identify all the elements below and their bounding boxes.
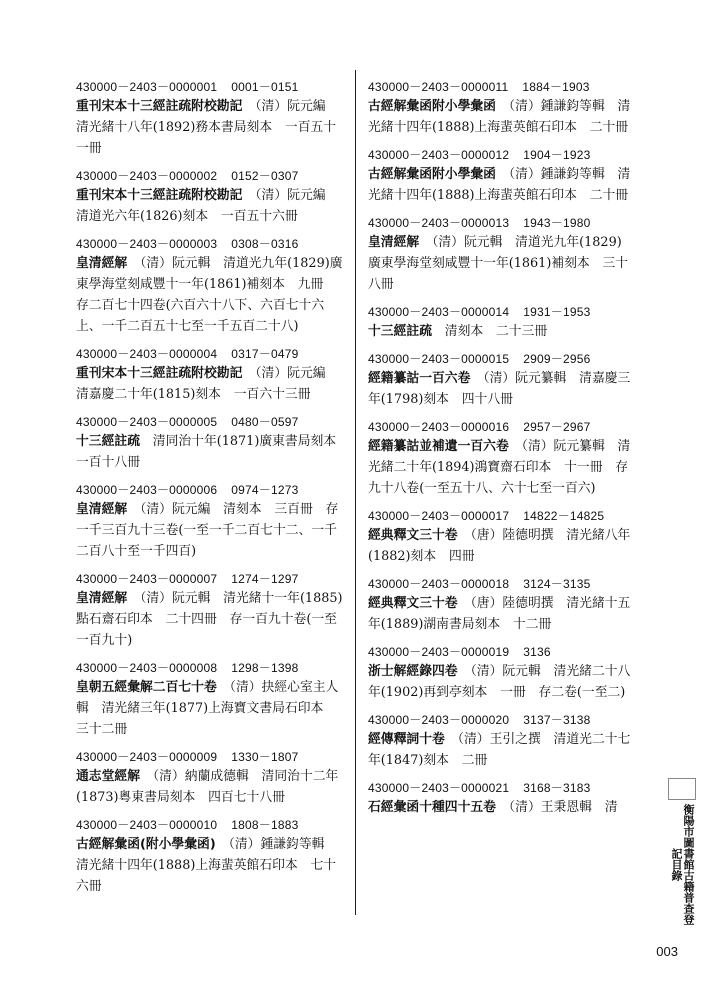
entry-text — [76, 588, 344, 651]
entry-id: 430000－2403－0000021 — [368, 781, 510, 795]
catalog-entry — [368, 214, 632, 295]
entry-title: 經傳釋詞十卷 — [368, 732, 445, 747]
catalog-entry — [76, 816, 344, 897]
sidebar — [668, 778, 696, 928]
entry-id-line — [368, 643, 632, 661]
entry-description: （清）鍾謙鈞等輯 清光緒十四年(1888)上海蜚英館石印本 七十六冊 — [76, 837, 338, 894]
entry-title: 皇清經解 — [76, 502, 128, 517]
catalog-entry — [368, 146, 632, 206]
entry-range: 1274－1297 — [231, 572, 299, 586]
entry-description: （清）王引之撰 清道光二十七年(1847)刻本 二冊 — [368, 732, 631, 768]
entry-description: （清）阮元纂輯 清嘉慶三年(1798)刻本 四十八冊 — [368, 371, 631, 407]
entry-id-line — [368, 418, 632, 436]
entry-id-line — [368, 350, 632, 368]
entry-id: 430000－2403－0000019 — [368, 645, 510, 659]
entry-range: 3124－3135 — [523, 577, 591, 591]
entry-id: 430000－2403－0000004 — [76, 347, 218, 361]
entry-id: 430000－2403－0000007 — [76, 572, 218, 586]
entry-id-line — [368, 303, 632, 321]
entry-title: 皇清經解 — [76, 256, 128, 271]
entry-id: 430000－2403－0000013 — [368, 216, 510, 230]
entry-id-line — [76, 748, 344, 766]
entry-range: 3168－3183 — [523, 781, 591, 795]
entry-text — [368, 164, 632, 206]
entry-range: 0308－0316 — [231, 237, 299, 251]
entry-id-line — [76, 345, 344, 363]
catalog-entry — [76, 659, 344, 740]
entry-text — [76, 499, 344, 562]
entry-description: （清）納蘭成德輯 清同治十二年(1873)粵東書局刻本 四百七十八冊 — [76, 769, 339, 805]
entry-id: 430000－2403－0000014 — [368, 305, 510, 319]
entry-text — [368, 525, 632, 567]
right-column — [368, 78, 632, 826]
catalog-entry — [76, 345, 344, 405]
entry-id-line — [368, 779, 632, 797]
entry-id-line — [76, 570, 344, 588]
entry-id-line — [76, 78, 344, 96]
entry-text — [76, 834, 344, 897]
entry-range: 3136 — [523, 645, 551, 659]
catalog-entry — [368, 350, 632, 410]
entry-text — [76, 96, 344, 159]
catalog-entry — [368, 303, 632, 342]
entry-title: 古經解彙函附小學彙函 — [368, 99, 496, 114]
entry-title: 經典釋文三十卷 — [368, 528, 458, 543]
entry-range: 14822－14825 — [523, 509, 605, 523]
entry-description: （清）抉經心室主人輯 清光緒三年(1877)上海寶文書局石印本 三十二冊 — [76, 680, 339, 737]
entry-text — [368, 436, 632, 499]
entry-title: 十三經註疏 — [76, 434, 140, 449]
entry-title: 皇清經解 — [368, 235, 420, 250]
entry-title: 古經解彙函(附小學彙函) — [76, 837, 216, 852]
entry-id-line — [368, 146, 632, 164]
entry-title: 皇清經解 — [76, 591, 128, 606]
entry-range: 0974－1273 — [231, 483, 299, 497]
entry-id: 430000－2403－0000001 — [76, 80, 218, 94]
page-number: 003 — [656, 944, 678, 959]
catalog-entry — [368, 507, 632, 567]
entry-description: 清刻本 二十三冊 — [444, 324, 548, 339]
entry-id: 430000－2403－0000012 — [368, 148, 510, 162]
entry-text — [76, 363, 344, 405]
entry-description: （清）鍾謙鈞等輯 清光緒十四年(1888)上海蜚英館石印本 二十冊 — [368, 99, 631, 135]
entry-id-line — [76, 659, 344, 677]
entry-description: （清）阮元輯 清光緒二十八年(1902)再到亭刻本 一冊 存二卷(一至二) — [368, 664, 631, 700]
entry-text — [76, 253, 344, 337]
left-column — [76, 78, 349, 905]
entry-range: 2909－2956 — [523, 352, 591, 366]
entry-title: 經籍纂詁並補遺一百六卷 — [368, 439, 509, 454]
entry-id-line — [76, 816, 344, 834]
catalog-entry — [76, 481, 344, 562]
entry-text — [368, 797, 632, 818]
entry-id-line — [76, 413, 344, 431]
catalog-entry — [76, 570, 344, 651]
entry-description: （清）阮元編 清道光六年(1826)刻本 一百五十六冊 — [76, 188, 339, 224]
entry-title: 通志堂經解 — [76, 769, 140, 784]
entry-range: 1943－1980 — [523, 216, 591, 230]
entry-id-line — [368, 711, 632, 729]
entry-title: 經典釋文三十卷 — [368, 596, 458, 611]
entry-id: 430000－2403－0000011 — [368, 80, 509, 94]
entry-id: 430000－2403－0000015 — [368, 352, 510, 366]
entry-title: 浙士解經錄四卷 — [368, 664, 458, 679]
entry-range: 0001－0151 — [231, 80, 299, 94]
entry-range: 2957－2967 — [523, 420, 591, 434]
entry-id: 430000－2403－0000003 — [76, 237, 218, 251]
catalog-entry — [368, 418, 632, 499]
entry-id: 430000－2403－0000018 — [368, 577, 510, 591]
entry-id: 430000－2403－0000017 — [368, 509, 510, 523]
entry-range: 3137－3138 — [523, 713, 591, 727]
entry-description: （清）阮元纂輯 清光緒二十年(1894)鴻寶齋石印本 十一冊 存九十八卷(一至五十八、六十七至一百六) — [368, 439, 631, 496]
entry-text — [368, 593, 632, 635]
entry-text — [368, 232, 632, 295]
entry-description: （清）鍾謙鈞等輯 清光緒十四年(1888)上海蜚英館石印本 二十冊 — [368, 167, 631, 203]
entry-description: （清）阮元輯 清光緒十一年(1885)點石齋石印本 二十四冊 存一百九十卷(一至一百九十) — [76, 591, 343, 648]
entry-range: 0317－0479 — [231, 347, 299, 361]
catalog-entry — [76, 413, 349, 473]
entry-id: 430000－2403－0000009 — [76, 750, 218, 764]
catalog-entry — [76, 235, 344, 337]
entry-title: 十三經註疏 — [368, 324, 432, 339]
entry-description: （清）阮元編 清嘉慶二十年(1815)刻本 一百六十三冊 — [76, 366, 339, 402]
catalog-entry — [368, 575, 632, 635]
entry-text — [368, 729, 632, 771]
entry-id: 430000－2403－0000008 — [76, 661, 218, 675]
entry-text — [76, 766, 344, 808]
entry-description: 清同治十年(1871)廣東書局刻本 一百十八冊 — [76, 434, 349, 470]
entry-title: 重刊宋本十三經註疏附校勘記 — [76, 366, 243, 381]
entry-id: 430000－2403－0000005 — [76, 415, 218, 429]
catalog-entry — [76, 78, 344, 159]
entry-id: 430000－2403－0000010 — [76, 818, 218, 832]
entry-id-line — [368, 214, 632, 232]
entry-title: 重刊宋本十三經註疏附校勘記 — [76, 188, 243, 203]
entry-description: （清）阮元編 清光緒十八年(1892)務本書局刻本 一百五十一冊 — [76, 99, 339, 156]
entry-description: （清）阮元輯 清道光九年(1829)廣東學海堂刻咸豐十一年(1861)補刻本 九冊 存二百七十四卷(六百六十八下、六百七十六上、一千二百五十七至一千五百二十八) — [76, 256, 343, 334]
entry-description: （清）阮元編 清刻本 三百冊 存一千三百九十三卷(一至一千二百七十二、一千二百八十至一千四百) — [76, 502, 339, 559]
sidebar-label: 衡陽市圖書館古籍普查登記目錄 — [670, 803, 695, 925]
entry-description: （清）王秉恩輯 清 — [508, 800, 618, 815]
catalog-entry — [368, 78, 632, 138]
entry-range: 1330－1807 — [231, 750, 299, 764]
entry-description: （清）阮元輯 清道光九年(1829)廣東學海堂刻咸豐十一年(1861)補刻本 三十八冊 — [368, 235, 629, 292]
entry-description: （唐）陸德明撰 清光緒八年(1882)刻本 四冊 — [368, 528, 631, 564]
catalog-entry — [368, 643, 632, 703]
entry-id-line — [368, 78, 632, 96]
entry-id: 430000－2403－0000006 — [76, 483, 218, 497]
entry-id: 430000－2403－0000020 — [368, 713, 510, 727]
catalog-entry — [368, 711, 632, 771]
catalog-entry — [368, 779, 632, 818]
entry-id-line — [76, 481, 344, 499]
entry-id-line — [76, 235, 344, 253]
column-divider — [355, 70, 356, 915]
entry-title: 石經彙函十種四十五卷 — [368, 800, 496, 815]
entry-text — [76, 677, 344, 740]
entry-text — [368, 368, 632, 410]
entry-title: 古經解彙函附小學彙函 — [368, 167, 496, 182]
entry-range: 0152－0307 — [231, 169, 299, 183]
entry-range: 1808－1883 — [231, 818, 299, 832]
entry-title: 皇朝五經彙解二百七十卷 — [76, 680, 217, 695]
catalog-entry — [76, 167, 344, 227]
entry-range: 1298－1398 — [231, 661, 299, 675]
entry-text — [76, 431, 349, 473]
entry-title: 重刊宋本十三經註疏附校勘記 — [76, 99, 243, 114]
entry-text — [368, 661, 632, 703]
entry-id: 430000－2403－0000016 — [368, 420, 510, 434]
entry-range: 1884－1903 — [522, 80, 590, 94]
entry-range: 0480－0597 — [231, 415, 299, 429]
entry-range: 1931－1953 — [523, 305, 591, 319]
entry-id: 430000－2403－0000002 — [76, 169, 218, 183]
entry-range: 1904－1923 — [523, 148, 591, 162]
entry-id-line — [368, 575, 632, 593]
entry-id-line — [368, 507, 632, 525]
entry-text — [368, 96, 632, 138]
entry-description: （唐）陸德明撰 清光緒十五年(1889)湖南書局刻本 十二冊 — [368, 596, 631, 632]
entry-text — [368, 321, 632, 342]
entry-id-line — [76, 167, 344, 185]
entry-text — [76, 185, 344, 227]
sidebar-box — [668, 778, 696, 800]
entry-title: 經籍纂詁一百六卷 — [368, 371, 471, 386]
catalog-entry — [76, 748, 344, 808]
